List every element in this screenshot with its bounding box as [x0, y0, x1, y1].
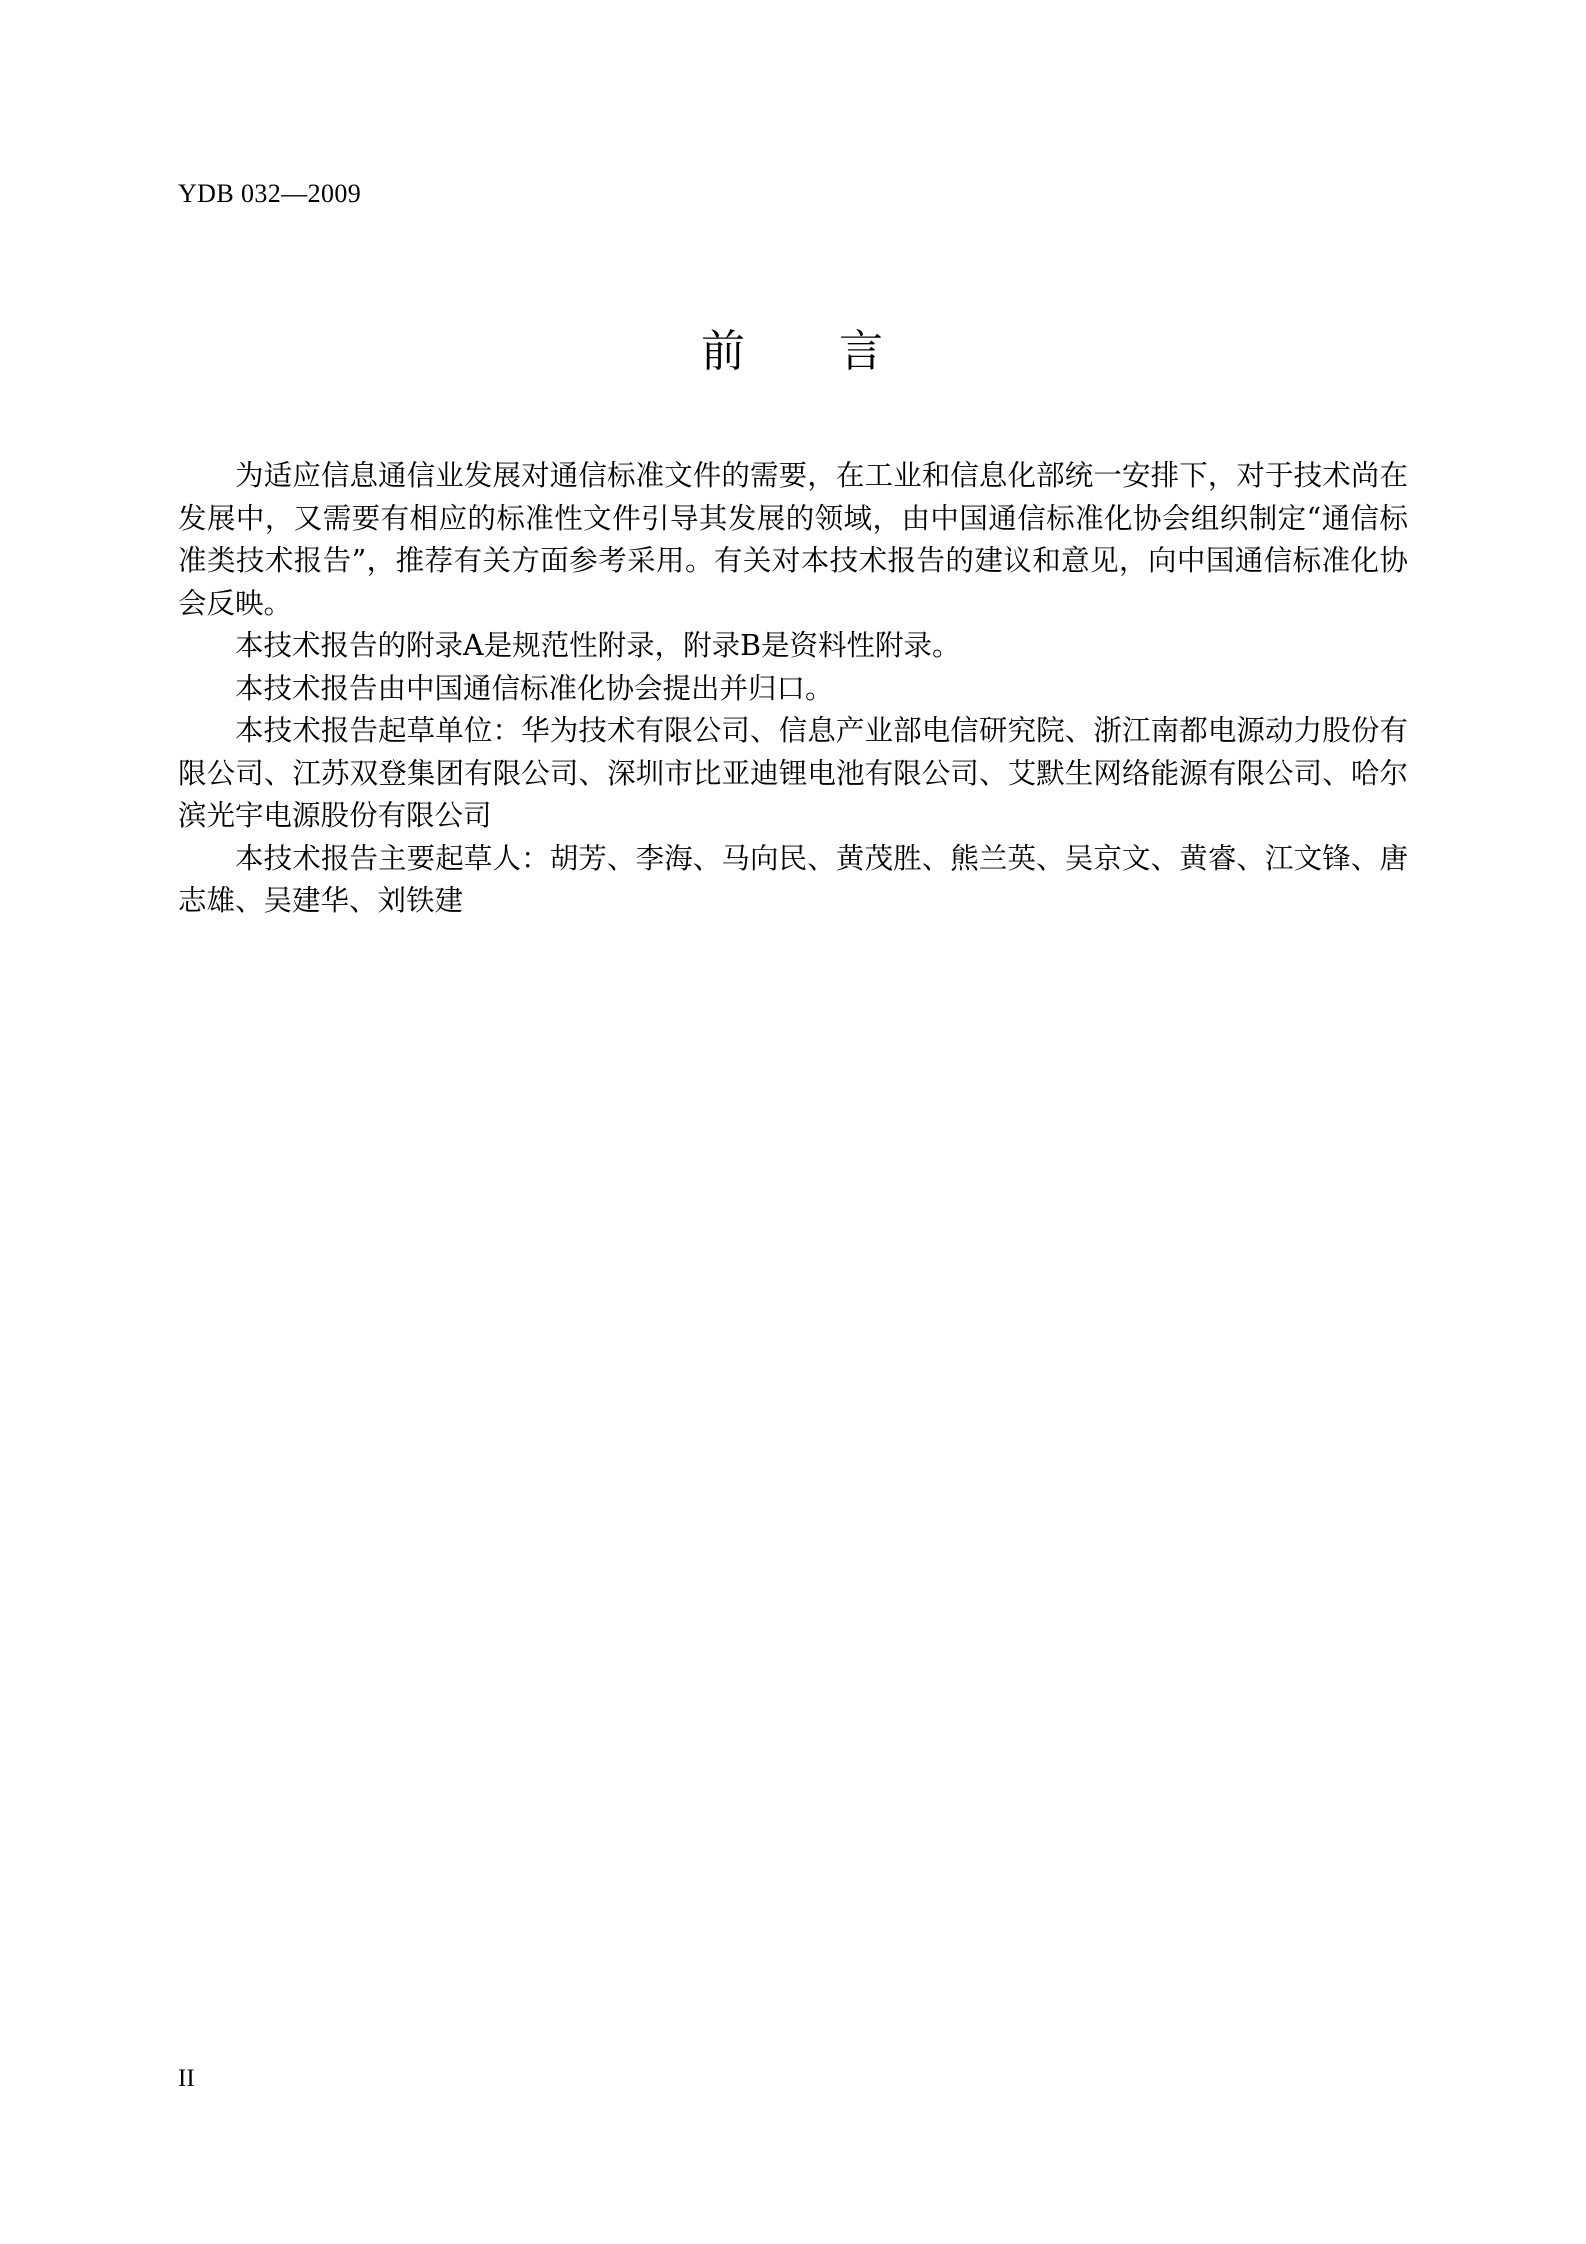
- paragraph-4-drafting-units: 本技术报告起草单位：华为技术有限公司、信息产业部电信研究院、浙江南都电源动力股份有限公司、江苏双登集团有限公司、深圳市比亚迪锂电池有限公司、艾默生网络能源有限公司、哈尔滨光宇电源股份有限公司: [178, 714, 1408, 832]
- page-title: 前 言: [701, 326, 885, 377]
- footer-page-number: II: [178, 2065, 195, 2092]
- foreword-body: [178, 455, 1408, 923]
- paragraph-3: 本技术报告由中国通信标准化协会提出并归口。: [235, 671, 834, 705]
- running-header-standard-number: YDB 032—2009: [178, 179, 362, 208]
- paragraph-2: 本技术报告的附录A是规范性附录，附录B是资料性附录。: [235, 629, 961, 662]
- paragraph-5-main-drafters: 本技术报告主要起草人：胡芳、李海、马向民、黄茂胜、熊兰英、吴京文、黄睿、江文锋、唐志雄、吴建华、刘铁建: [178, 841, 1408, 917]
- paragraph-1: 为适应信息通信业发展对通信标准文件的需要，在工业和信息化部统一安排下，对于技术尚在发展中，又需要有相应的标准性文件引导其发展的领域，由中国通信标准化协会组织制定“通信标准类技术报告”，推荐有关方面参考采用。有关对本技术报告的建议和意见，向中国通信标准化协会反映。: [178, 459, 1408, 620]
